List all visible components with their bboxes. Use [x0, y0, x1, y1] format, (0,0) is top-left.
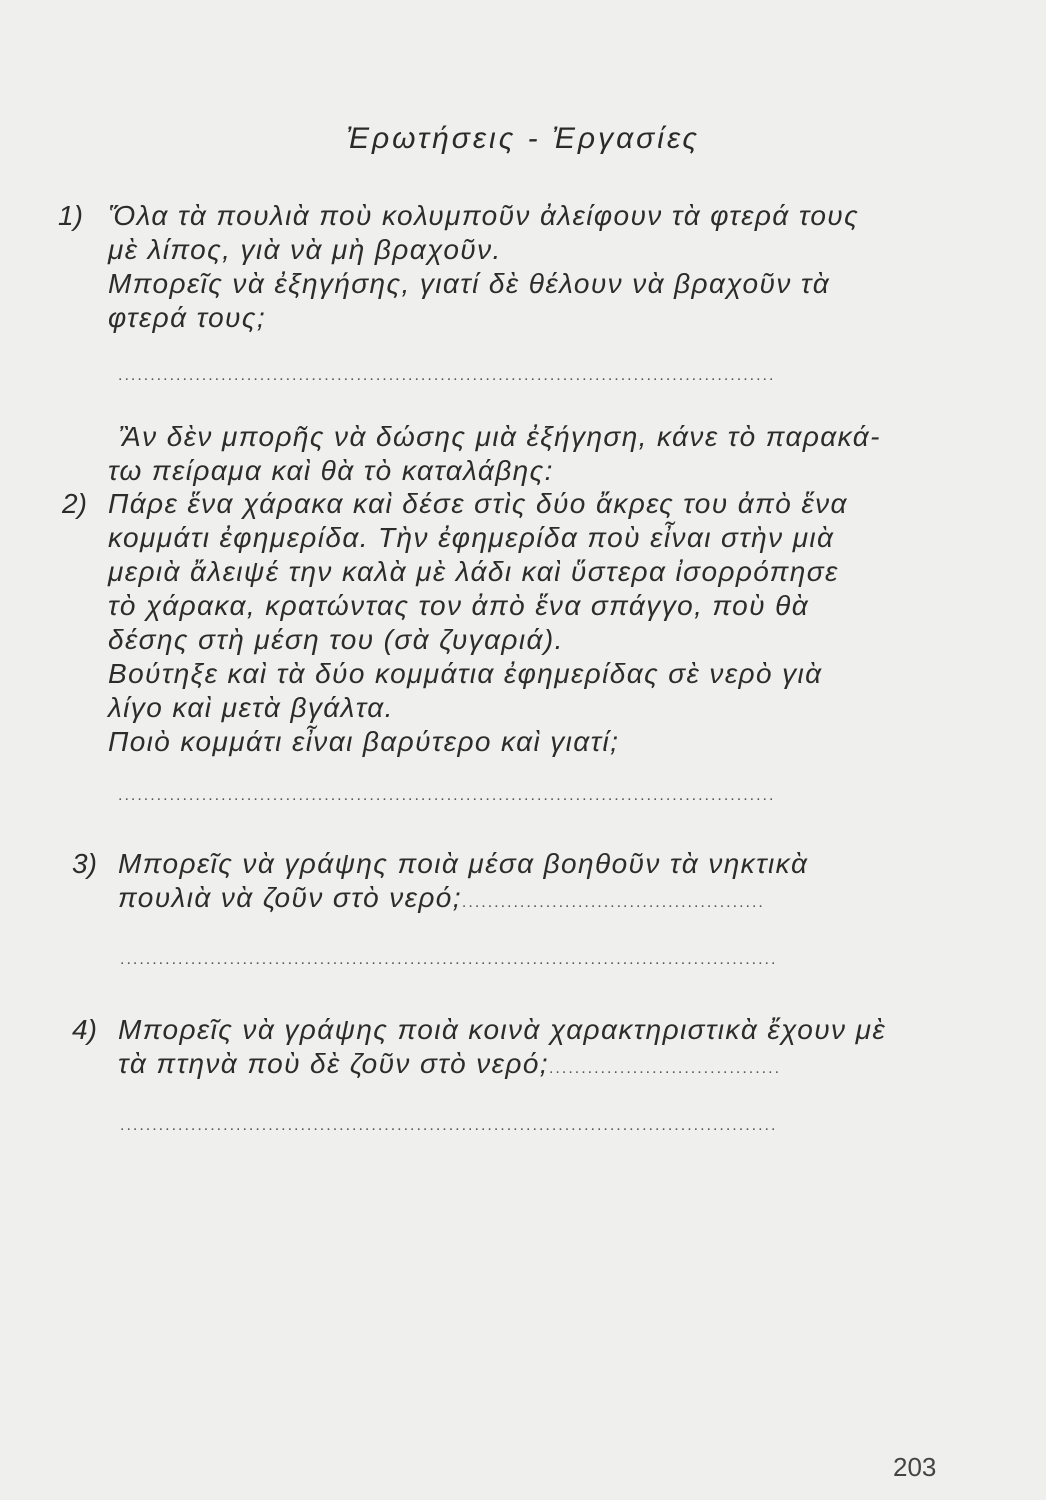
inline-answer-dots: ............................................... — [461, 894, 765, 911]
question-2-line: μεριὰ ἄλειψέ την καλὰ μὲ λάδι καὶ ὕστερα ἰσορρόπησε — [108, 556, 839, 587]
question-2-line: Ποιὸ κομμάτι εἶναι βαρύτερο καὶ γιατί; — [108, 726, 620, 757]
question-2-line: τὸ χάρακα, κρατώντας τον ἀπὸ ἕνα σπάγγο, ποὺ θὰ — [108, 590, 810, 621]
question-3-line — [118, 881, 765, 920]
question-3-line-text: πουλιὰ νὰ ζοῦν στὸ νερό; — [118, 882, 462, 913]
question-4-line-text: τὰ πτηνὰ ποὺ δὲ ζοῦν στὸ νερό; — [118, 1048, 549, 1079]
answer-line-3: ...................................................................................................... — [120, 952, 778, 968]
page-title: Ἐρωτήσεις - Ἐργασίες — [346, 122, 700, 155]
question-3-number: 3) — [72, 848, 97, 879]
hint-line: τω πείραμα καὶ θὰ τὸ καταλάβης: — [108, 455, 554, 486]
question-4-line — [118, 1047, 781, 1086]
answer-line-1: ...................................................................................................... — [118, 368, 776, 384]
answer-line-2: ...................................................................................................... — [118, 788, 776, 804]
page-number: 203 — [893, 1452, 937, 1482]
question-2-line: Πάρε ἕνα χάρακα καὶ δέσε στὶς δύο ἄκρες του ἀπὸ ἕνα — [108, 488, 848, 519]
question-2-line: δέσης στὴ μέση του (σὰ ζυγαριά). — [108, 624, 564, 655]
answer-line-4: ...................................................................................................... — [120, 1118, 778, 1134]
question-3-line: Μπορεῖς νὰ γράψης ποιὰ μέσα βοηθοῦν τὰ νηκτικὰ — [118, 848, 809, 879]
inline-answer-dots: .................................... — [548, 1060, 782, 1077]
question-4-number: 4) — [72, 1014, 97, 1045]
question-1-line: Ὅλα τὰ πουλιὰ ποὺ κολυμποῦν ἀλείφουν τὰ φτερά τους — [108, 200, 860, 231]
hint-line: Ἂν δὲν μπορῆς νὰ δώσης μιὰ ἐξήγηση, κάνε τὸ παρακά- — [118, 421, 881, 452]
question-1-line: Μπορεῖς νὰ ἐξηγήσης, γιατί δὲ θέλουν νὰ βραχοῦν τὰ — [108, 268, 831, 299]
question-2-line: λίγο καὶ μετὰ βγάλτα. — [108, 692, 394, 723]
question-1-number: 1) — [58, 200, 83, 231]
question-1-line: φτερά τους; — [108, 302, 267, 333]
question-2-number: 2) — [62, 488, 87, 519]
question-2-line: Βούτηξε καὶ τὰ δύο κομμάτια ἐφημερίδας σὲ νερὸ γιὰ — [108, 658, 823, 689]
question-2-line: κομμάτι ἐφημερίδα. Τὴν ἐφημερίδα ποὺ εἶναι στὴν μιὰ — [108, 522, 835, 553]
question-4-line: Μπορεῖς νὰ γράψης ποιὰ κοινὰ χαρακτηριστικὰ ἔχουν μὲ — [118, 1014, 887, 1045]
question-1-line: μὲ λίπος, γιὰ νὰ μὴ βραχοῦν. — [108, 234, 502, 265]
